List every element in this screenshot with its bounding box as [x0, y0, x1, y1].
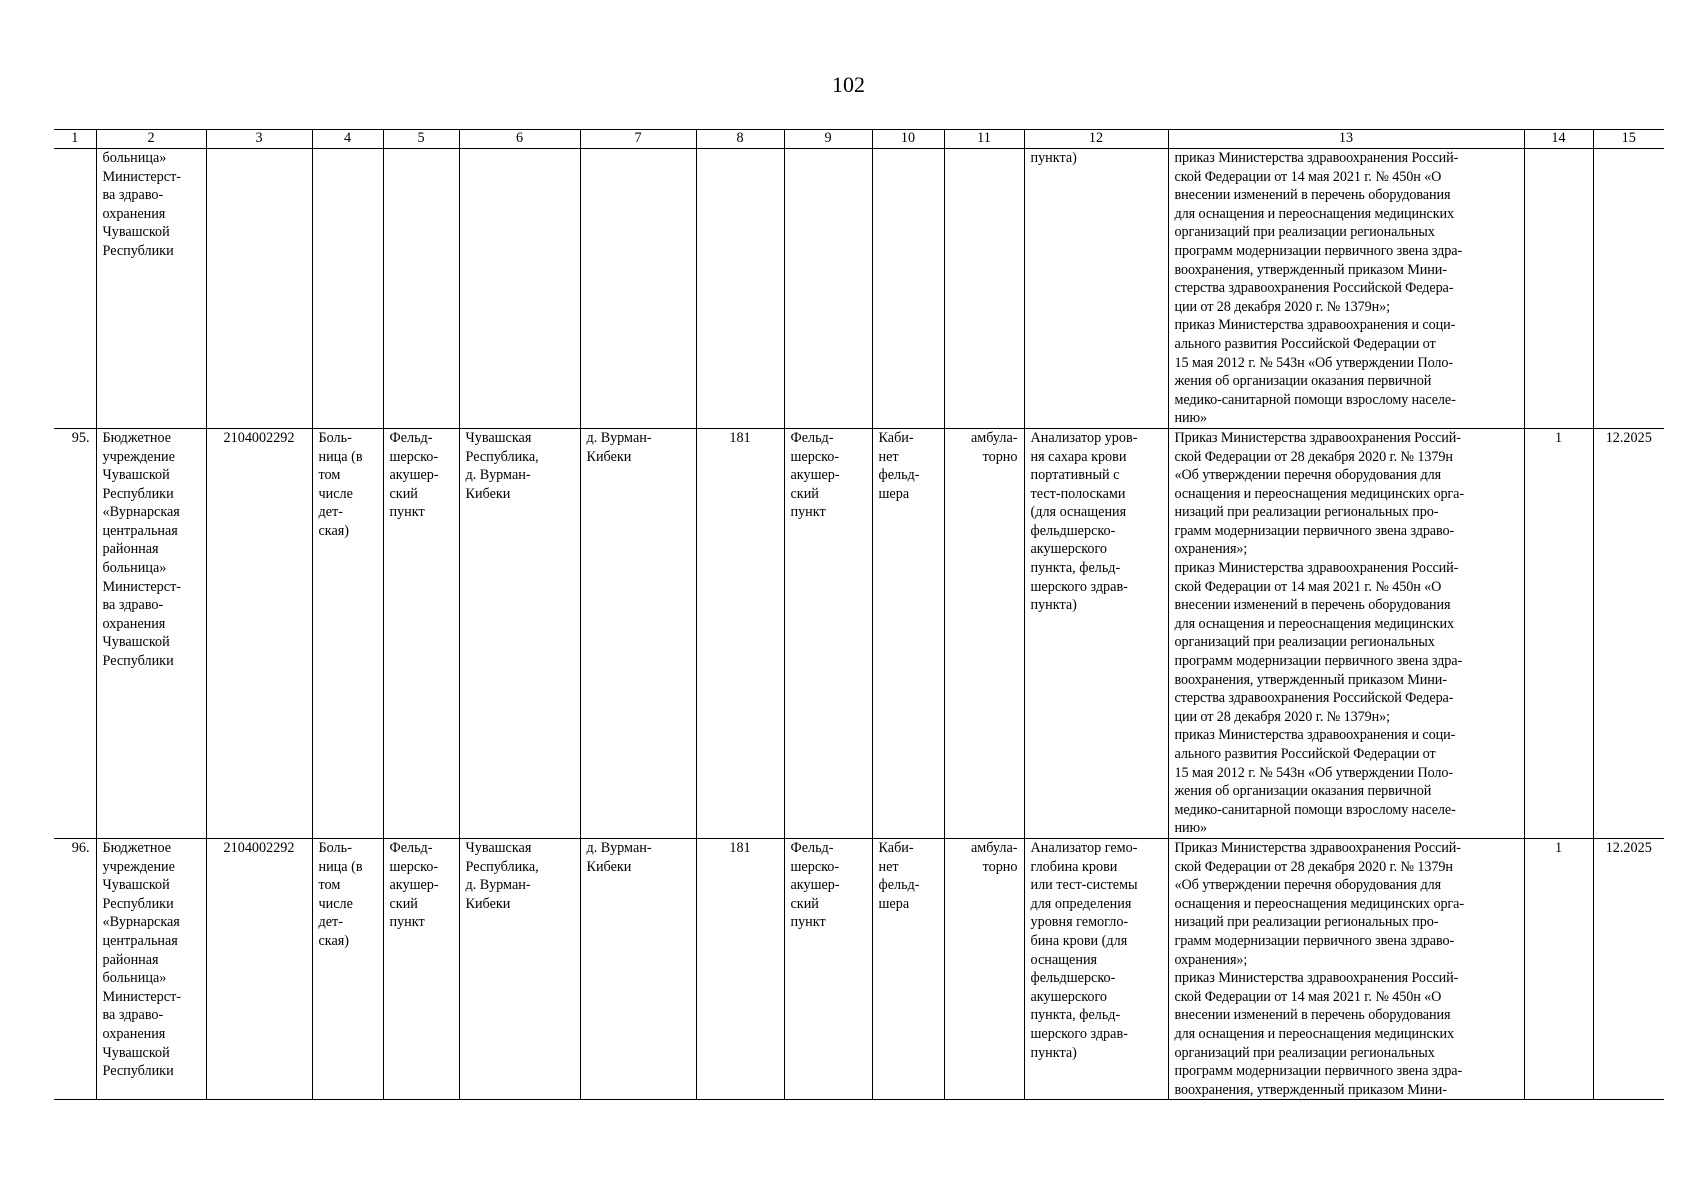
- unit-cell: Фельд- шерско- акушер- ский пункт: [784, 428, 872, 838]
- address-cell: Чувашская Республика, д. Вурман- Кибеки: [459, 838, 580, 1099]
- settlement-cell: д. Вурман- Кибеки: [580, 428, 696, 838]
- address-cell: Чувашская Республика, д. Вурман- Кибеки: [459, 428, 580, 838]
- column-header: 7: [580, 130, 696, 149]
- quantity-cell: 1: [1524, 838, 1593, 1099]
- column-header: 11: [944, 130, 1024, 149]
- table-row: [54, 838, 1664, 1099]
- column-header: 9: [784, 130, 872, 149]
- facility-type-cell: [312, 149, 383, 429]
- count-cell: [696, 149, 784, 429]
- subdivision-cell: [383, 149, 459, 429]
- room-cell: Каби- нет фельд- шера: [872, 838, 944, 1099]
- table-row: [54, 428, 1664, 838]
- column-header: 12: [1024, 130, 1168, 149]
- legal-basis-cell: Приказ Министерства здравоохранения Россий- ской Федерации от 28 декабря 2020 г. № 1379н «Об утверждении перечня оборудования для оснащения и переоснащения медицинских орга- низаций при реализации региональных про- грамм модернизации первичного звена здраво- охранения»; приказ Министерства здравоохранения Россий- ской Федерации от 14 мая 2021 г. № 450н «О внесении изменений в перечень оборудования для оснащения и переоснащения медицинских организаций при реализации региональных программ модернизации первичного звена здра- воохранения, утвержденный приказом Мини-: [1168, 838, 1524, 1099]
- row-number-cell: 95.: [54, 428, 96, 838]
- column-header: 5: [383, 130, 459, 149]
- facility-type-cell: Боль- ница (в том числе дет- ская): [312, 428, 383, 838]
- quantity-cell: 1: [1524, 428, 1593, 838]
- column-header: 14: [1524, 130, 1593, 149]
- column-header: 6: [459, 130, 580, 149]
- subdivision-cell: Фельд- шерско- акушер- ский пункт: [383, 838, 459, 1099]
- count-cell: 181: [696, 428, 784, 838]
- room-cell: [872, 149, 944, 429]
- column-header: 8: [696, 130, 784, 149]
- equipment-table: [54, 129, 1664, 1100]
- row-number-cell: [54, 149, 96, 429]
- organization-cell: больница» Министерст- ва здраво- охранения Чувашской Республики: [96, 149, 206, 429]
- equipment-cell: пункта): [1024, 149, 1168, 429]
- organization-cell: Бюджетное учреждение Чувашской Республики «Вурнарская центральная районная больница» Министерст- ва здраво- охранения Чувашской Республики: [96, 838, 206, 1099]
- table-row: [54, 149, 1664, 429]
- address-cell: [459, 149, 580, 429]
- equipment-cell: Анализатор гемо- глобина крови или тест-системы для определения уровня гемогло- бина крови (для оснащения фельдшерско- акушерского пункта, фельд- шерского здрав- пункта): [1024, 838, 1168, 1099]
- column-header: 4: [312, 130, 383, 149]
- column-header: 2: [96, 130, 206, 149]
- column-header: 3: [206, 130, 312, 149]
- row-number-cell: 96.: [54, 838, 96, 1099]
- care-mode-cell: амбула- торно: [944, 838, 1024, 1099]
- unit-cell: [784, 149, 872, 429]
- column-header: 15: [1593, 130, 1664, 149]
- unit-cell: Фельд- шерско- акушер- ский пункт: [784, 838, 872, 1099]
- settlement-cell: д. Вурман- Кибеки: [580, 838, 696, 1099]
- quantity-cell: [1524, 149, 1593, 429]
- column-header: 1: [54, 130, 96, 149]
- equipment-cell: Анализатор уров- ня сахара крови портативный с тест-полосками (для оснащения фельдшерско- акушерского пункта, фельд- шерского здрав- пункта): [1024, 428, 1168, 838]
- legal-basis-cell: Приказ Министерства здравоохранения Россий- ской Федерации от 28 декабря 2020 г. № 1379н «Об утверждении перечня оборудования для оснащения и переоснащения медицинских орга- низаций при реализации региональных про- грамм модернизации первичного звена здраво- охранения»; приказ Министерства здравоохранения Россий- ской Федерации от 14 мая 2021 г. № 450н «О внесении изменений в перечень оборудования для оснащения и переоснащения медицинских организаций при реализации региональных программ модернизации первичного звена здра- воохранения, утвержденный приказом Мини- стерства здравоохранения Российской Федера- ции от 28 декабря 2020 г. № 1379н»; приказ Министерства здравоохранения и соци- ального развития Российской Федерации от 15 мая 2012 г. № 543н «Об утверждении Поло- жения об организации оказания первичной медико-санитарной помощи взрослому населе- нию»: [1168, 428, 1524, 838]
- page-number: 102: [832, 72, 865, 97]
- legal-basis-cell: приказ Министерства здравоохранения Россий- ской Федерации от 14 мая 2021 г. № 450н «О внесении изменений в перечень оборудования для оснащения и переоснащения медицинских организаций при реализации региональных программ модернизации первичного звена здра- воохранения, утвержденный приказом Мини- стерства здравоохранения Российской Федера- ции от 28 декабря 2020 г. № 1379н»; приказ Министерства здравоохранения и соци- ального развития Российской Федерации от 15 мая 2012 г. № 543н «Об утверждении Поло- жения об организации оказания первичной медико-санитарной помощи взрослому населе- нию»: [1168, 149, 1524, 429]
- subdivision-cell: Фельд- шерско- акушер- ский пункт: [383, 428, 459, 838]
- care-mode-cell: амбула- торно: [944, 428, 1024, 838]
- column-number-row: [54, 130, 1664, 149]
- count-cell: 181: [696, 838, 784, 1099]
- facility-type-cell: Боль- ница (в том числе дет- ская): [312, 838, 383, 1099]
- room-cell: Каби- нет фельд- шера: [872, 428, 944, 838]
- inn-cell: 2104002292: [206, 428, 312, 838]
- organization-cell: Бюджетное учреждение Чувашской Республики «Вурнарская центральная районная больница» Министерст- ва здраво- охранения Чувашской Республики: [96, 428, 206, 838]
- settlement-cell: [580, 149, 696, 429]
- inn-cell: 2104002292: [206, 838, 312, 1099]
- column-header: 10: [872, 130, 944, 149]
- inn-cell: [206, 149, 312, 429]
- date-cell: 12.2025: [1593, 428, 1664, 838]
- date-cell: 12.2025: [1593, 838, 1664, 1099]
- column-header: 13: [1168, 130, 1524, 149]
- care-mode-cell: [944, 149, 1024, 429]
- date-cell: [1593, 149, 1664, 429]
